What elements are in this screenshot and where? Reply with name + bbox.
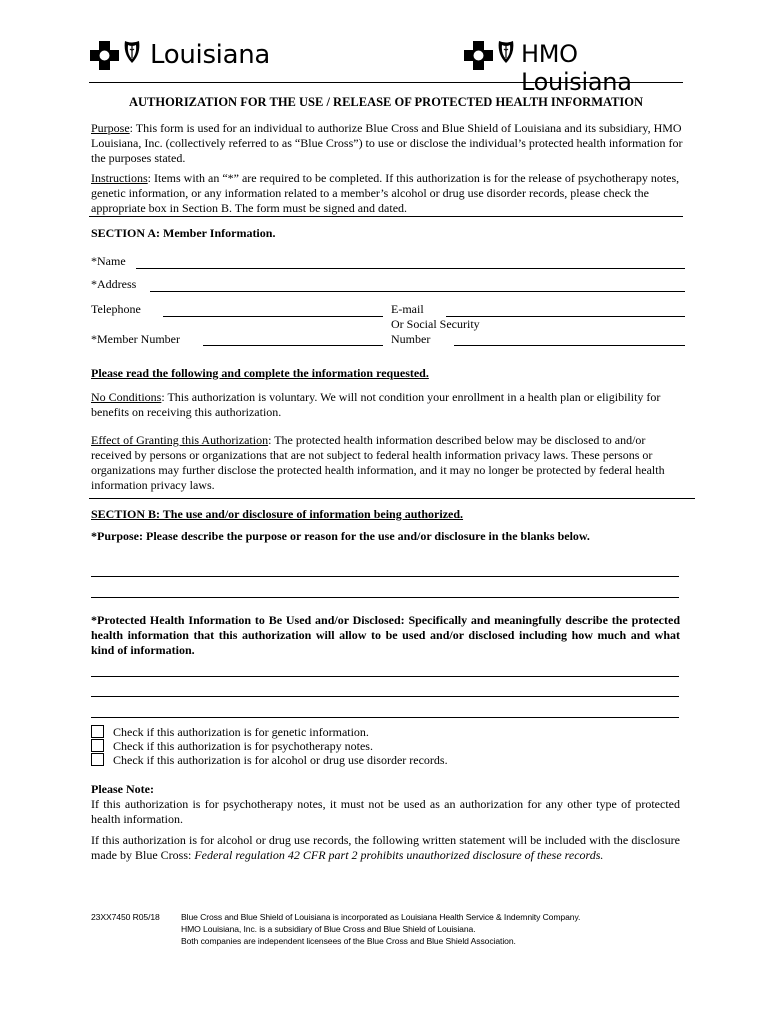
psychotherapy-checkbox[interactable] [91,739,104,752]
no-conditions-paragraph [91,390,683,420]
footer-line-3: Both companies are independent licensees of the Blue Cross and Blue Shield Association. [181,936,516,946]
name-field[interactable] [136,268,685,269]
alcohol-note-text: If this authorization is for alcohol or drug use records, the following written statement will be included with the disclosure made by Blue Cross: [91,833,680,862]
logo-left [89,38,279,74]
please-read-heading: Please read the following and complete the information requested. [91,366,429,380]
instructions-text: : Items with an “*” are required to be completed. If this authorization is for the release of psychotherapy notes, genetic information, or any information related to a member’s alcohol or drug use disorder records, please check the appropriate box in Section B. The form must be signed and dated. [91,171,680,215]
member-number-label: *Member Number [91,332,180,346]
ssn-label-line1: Or Social Security [391,317,480,331]
purpose-line-1[interactable] [91,576,679,577]
instructions-label: Instructions [91,171,148,185]
section-b-title: SECTION B: The use and/or disclosure of information being authorized. [91,507,464,521]
no-conditions-text: : This authorization is voluntary. We will not condition your enrollment in a health plan or eligibility for benefits on receiving this authorization. [91,390,661,419]
address-label: *Address [91,277,137,291]
alcohol-drug-checkbox[interactable] [91,753,104,766]
blue-cross-blue-shield-icon [89,38,149,74]
alcohol-drug-checkbox-label: Check if this authorization is for alcohol or drug use disorder records. [113,753,448,767]
effect-label: Effect of Granting this Authorization [91,433,269,447]
phi-prompt: *Protected Health Information to Be Used and/or Disclosed: Specifically and meaningfully describe the protected health information that this authorization will allow to be used and/or disclosed including how much and what kind of information. [91,613,680,657]
logo-left-text: Louisiana [150,40,271,70]
genetic-checkbox[interactable] [91,725,104,738]
psychotherapy-note: If this authorization is for psychotherapy notes, it must not be used as an authorization for any other type of protected health information. [91,797,680,826]
phi-line-1[interactable] [91,676,679,677]
section-a-rule [89,216,683,217]
address-field[interactable] [150,291,685,292]
logo-right-text: HMO Louisiana [521,40,632,96]
genetic-checkbox-label: Check if this authorization is for genetic information. [113,725,369,739]
purpose-paragraph [91,121,683,166]
email-field[interactable] [446,316,685,317]
footer-line-1: Blue Cross and Blue Shield of Louisiana is incorporated as Louisiana Health Service & Indemnity Company. [181,912,581,922]
name-label: *Name [91,254,126,268]
footer-line-2: HMO Louisiana, Inc. is a subsidiary of Blue Cross and Blue Shield of Louisiana. [181,924,476,934]
no-conditions-label: No Conditions [91,390,162,404]
instructions-paragraph [91,171,683,216]
ssn-field[interactable] [454,345,685,346]
header-rule [89,82,683,83]
section-a-title: SECTION A: Member Information. [91,226,276,240]
purpose-label: Purpose [91,121,130,135]
blue-cross-blue-shield-icon [463,38,523,74]
ssn-label-line2: Number [391,332,431,346]
email-label: E-mail [391,302,424,316]
phi-line-2[interactable] [91,696,679,697]
purpose-prompt: *Purpose: Please describe the purpose or reason for the use and/or disclosure in the blanks below. [91,529,590,543]
member-number-field[interactable] [203,345,383,346]
telephone-label: Telephone [91,302,141,316]
effect-paragraph [91,433,683,493]
alcohol-note-regulation: Federal regulation 42 CFR part 2 prohibits unauthorized disclosure of these records. [194,848,604,862]
please-note-title: Please Note: [91,782,154,796]
purpose-line-2[interactable] [91,597,679,598]
alcohol-note [91,833,680,863]
form-code: 23XX7450 R05/18 [91,912,160,922]
logo-right [463,38,683,96]
phi-line-3[interactable] [91,717,679,718]
telephone-field[interactable] [163,316,383,317]
section-b-rule [89,498,695,499]
purpose-text: : This form is used for an individual to authorize Blue Cross and Blue Shield of Louisiana and its subsidiary, HMO Louisiana, Inc. (collectively referred to as “Blue Cross”) to use or disclose the individual’s protected health information for the purposes stated. [91,121,683,165]
psychotherapy-checkbox-label: Check if this authorization is for psychotherapy notes. [113,739,373,753]
form-title: AUTHORIZATION FOR THE USE / RELEASE OF PROTECTED HEALTH INFORMATION [128,95,644,109]
effect-text: : The protected health information described below may be disclosed to and/or received by persons or organizations that are not subject to federal health information privacy laws. These persons or organizations may further disclose the protected health information, and it may no longer be protected by federal health information privacy laws. [91,433,665,492]
